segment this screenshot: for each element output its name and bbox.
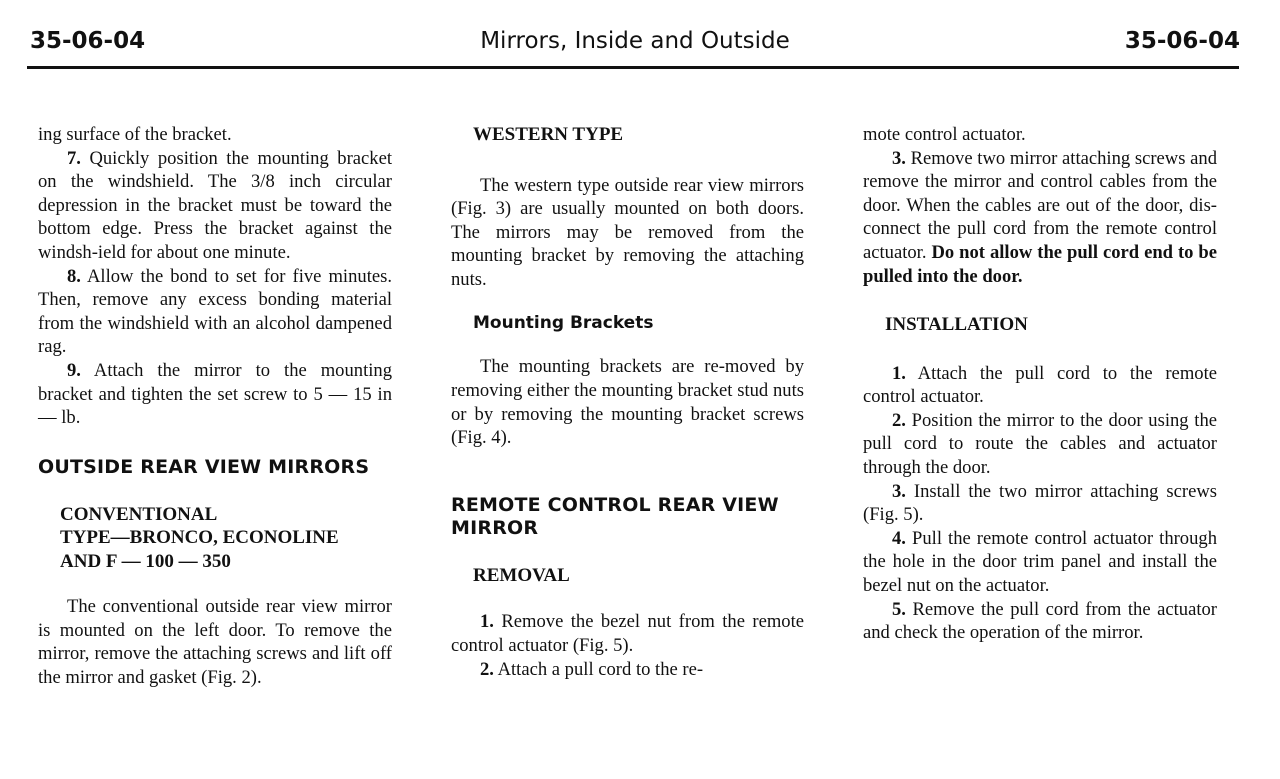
- step-text: Attach the mirror to the mounting bracket and tighten the set screw to 5 — 15 in — lb.: [38, 359, 392, 429]
- step-number: 3.: [892, 147, 906, 169]
- install-step-5: [863, 598, 1217, 645]
- install-step-2: [863, 409, 1217, 480]
- paragraph-continued: mote control actuator.: [863, 124, 1026, 145]
- step-number: 9.: [67, 359, 81, 381]
- paragraph-brackets: The mounting brackets are re-moved by removing either the mounting bracket stud nuts or by removing the mounting bracket screws (Fig. 4).: [451, 356, 804, 449]
- column-3: [863, 123, 1217, 645]
- heading-western-type: WESTERN TYPE: [473, 124, 624, 145]
- heading-mounting-brackets: Mounting Brackets: [473, 313, 654, 334]
- step-number: 1.: [480, 611, 494, 633]
- step-number: 5.: [892, 598, 906, 620]
- subheading-line: CONVENTIONAL: [60, 503, 218, 525]
- install-step-4: [863, 527, 1217, 598]
- heading-installation: INSTALLATION: [885, 314, 1028, 336]
- header-rule: [27, 66, 1239, 69]
- step-text: Quickly position the mounting bracket on the windshield. The 3/8 inch circular depression in the bracket must be toward the bottom edge. Press the bracket against the windsh-ield for about one minute.: [38, 147, 392, 263]
- step-9: [38, 359, 392, 430]
- step-text: Remove the pull cord from the actuator and check the operation of the mirror.: [863, 598, 1217, 644]
- install-step-3: [863, 480, 1217, 527]
- step-number: 4.: [892, 527, 906, 549]
- subheading-line: AND F — 100 — 350: [60, 550, 231, 572]
- subheading-conventional: [38, 503, 392, 574]
- removal-step-2: [451, 658, 804, 682]
- heading-removal: REMOVAL: [473, 564, 570, 586]
- step-number: 7.: [67, 147, 81, 169]
- step-text: Attach the pull cord to the remote control actuator.: [863, 362, 1217, 408]
- page-header: [30, 26, 1240, 66]
- install-step-1: [863, 362, 1217, 409]
- paragraph-conventional: The conventional outside rear view mirror is mounted on the left door. To remove the mirror, remove the attaching screws and lift off the mirror and gasket (Fig. 2).: [38, 596, 392, 688]
- heading-remote-control: REMOTE CONTROL REAR VIEW MIRROR: [451, 493, 779, 539]
- step-text: Remove the bezel nut from the remote control actuator (Fig. 5).: [451, 611, 804, 656]
- section-code-left: 35-06-04: [30, 28, 146, 54]
- heading-outside-mirrors: OUTSIDE REAR VIEW MIRRORS: [38, 455, 370, 478]
- page-title: Mirrors, Inside and Outside: [480, 28, 790, 54]
- step-text: Attach a pull cord to the re-: [493, 658, 704, 680]
- step-text: Pull the remote control actuator through the hole in the door trim panel and install the bezel nut on the actuator.: [863, 527, 1217, 596]
- step-number: 2.: [480, 658, 494, 680]
- paragraph-continued: ing surface of the bracket.: [38, 124, 232, 145]
- removal-step-1: [451, 610, 804, 657]
- removal-step-3: [863, 147, 1217, 289]
- step-number: 1.: [892, 362, 906, 384]
- step-number: 2.: [892, 409, 906, 431]
- step-text: Position the mirror to the door using the pull cord to route the cables and actuator through the door.: [863, 409, 1217, 479]
- section-code-right: 35-06-04: [1124, 28, 1240, 54]
- step-number: 3.: [892, 480, 906, 502]
- step-text: Remove two mirror attaching screws and remove the mirror and control cables from the door. When the cables are out of the door, dis-connect the pull cord from the remote control actuator.: [863, 147, 1217, 263]
- step-8: [38, 265, 392, 359]
- step-warning: Do not allow the pull cord end to be pulled into the door.: [863, 241, 1217, 287]
- paragraph-western: The western type outside rear view mirrors (Fig. 3) are usually mounted on both doors. The mirrors may be removed from the mounting bracket by removing the attaching nuts.: [451, 174, 804, 290]
- subheading-line: TYPE—BRONCO, ECONOLINE: [60, 527, 339, 549]
- step-text: Allow the bond to set for five minutes. Then, remove any excess bonding material from the windshield with an alcohol dampened rag.: [38, 265, 392, 358]
- column-1: [38, 123, 392, 690]
- step-7: [38, 147, 392, 265]
- column-2: [451, 123, 804, 681]
- step-text: Install the two mirror attaching screws (Fig. 5).: [863, 480, 1217, 526]
- step-number: 8.: [67, 265, 81, 287]
